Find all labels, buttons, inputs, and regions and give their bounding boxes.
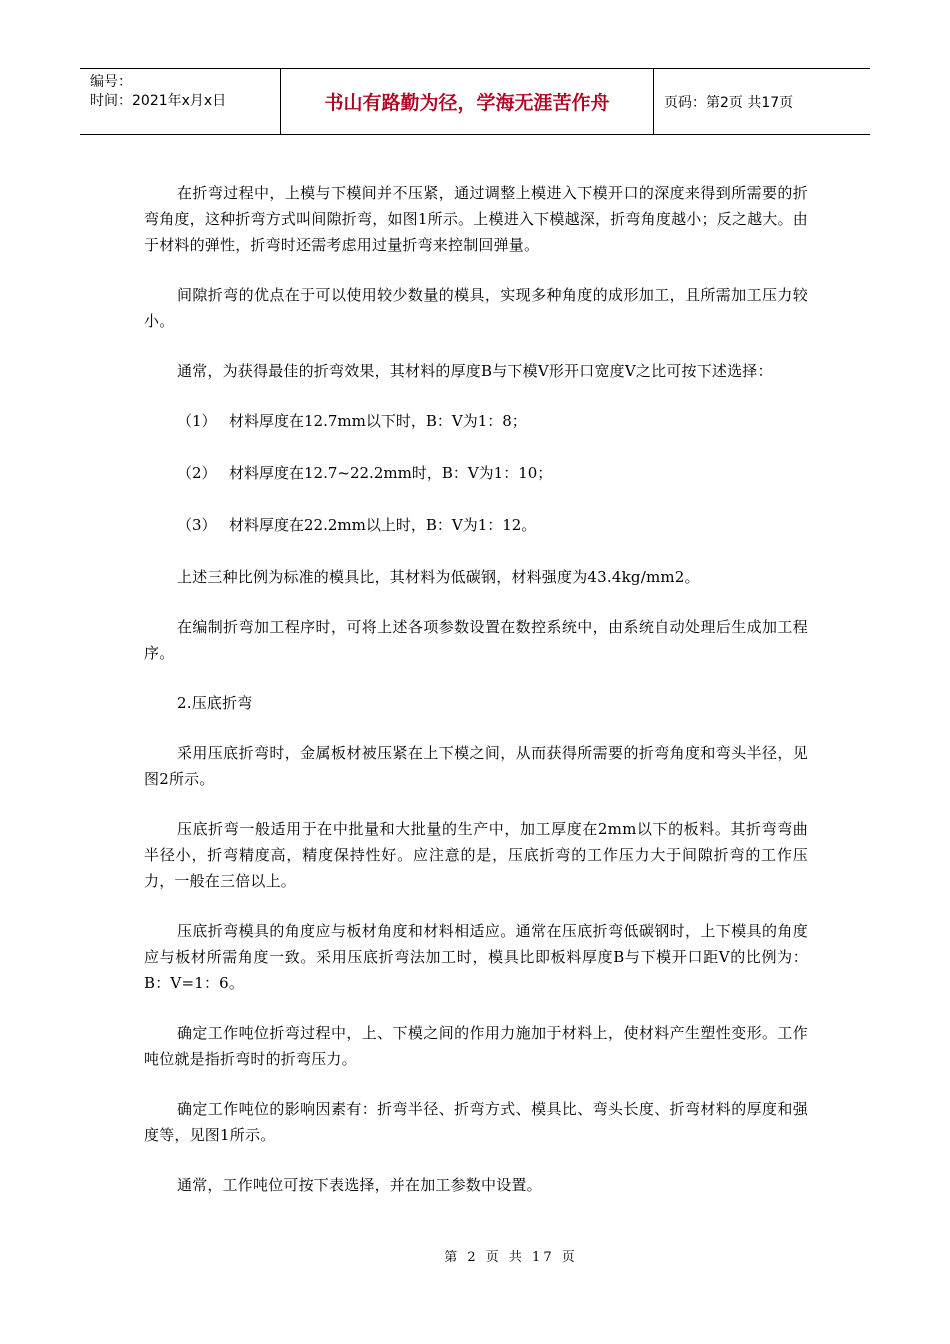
list-item-text: 材料厚度在22.2mm以上时，B：V为1：12。 bbox=[229, 516, 537, 534]
list-item-number: （2） bbox=[177, 464, 217, 482]
paragraph-bottoming-usage: 压底折弯一般适用于在中批量和大批量的生产中，加工厚度在2mm以下的板料。其折弯弯曲半径小，折弯精度高，精度保持性好。应注意的是，压底折弯的工作压力大于间隙折弯的工作压力，一般在三倍以上。 bbox=[144, 820, 808, 890]
paragraph-programming: 在编制折弯加工程序时，可将上述各项参数设置在数控系统中，由系统自动处理后生成加工程序。 bbox=[144, 618, 808, 662]
document-number-label: 编号： bbox=[90, 74, 132, 90]
paragraph-gap-advantages: 间隙折弯的优点在于可以使用较少数量的模具，实现多种角度的成形加工，且所需加工压力较小。 bbox=[144, 286, 808, 330]
paragraph-tonnage-factors: 确定工作吨位的影响因素有：折弯半径、折弯方式、模具比、弯头长度、折弯材料的厚度和强度等，见图1所示。 bbox=[144, 1100, 808, 1144]
paragraph-standard-ratio: 上述三种比例为标准的模具比，其材料为低碳钢，材料强度为43.4kg/mm2。 bbox=[177, 568, 700, 586]
document-date: 时间：2021年x月x日 bbox=[90, 93, 227, 109]
header-left-cell bbox=[80, 69, 281, 134]
list-item-number: （3） bbox=[177, 516, 217, 534]
header-motto: 书山有路勤为径，学海无涯苦作舟 bbox=[281, 69, 654, 134]
paragraph-tonnage-definition: 确定工作吨位折弯过程中，上、下模之间的作用力施加于材料上，使材料产生塑性变形。工作吨位就是指折弯时的折弯压力。 bbox=[144, 1024, 808, 1068]
header-page-info: 页码：第2页 共17页 bbox=[664, 94, 794, 111]
list-item-text: 材料厚度在12.7mm以下时，B：V为1：8； bbox=[229, 412, 527, 430]
paragraph-gap-bending: 在折弯过程中，上模与下模间并不压紧，通过调整上模进入下模开口的深度来得到所需要的折弯角度，这种折弯方式叫间隙折弯，如图1所示。上模进入下模越深，折弯角度越小；反之越大。由于材料的弹性，折弯时还需考虑用过量折弯来控制回弹量。 bbox=[144, 184, 808, 254]
list-item-text: 材料厚度在12.7~22.2mm时，B：V为1：10； bbox=[229, 464, 553, 482]
list-item bbox=[144, 512, 808, 538]
section-heading-bottoming: 2.压底折弯 bbox=[177, 694, 253, 712]
paragraph-bottoming-intro: 采用压底折弯时，金属板材被压紧在上下模之间，从而获得所需要的折弯角度和弯头半径，见图2所示。 bbox=[144, 744, 808, 788]
paragraph-tonnage-selection: 通常，工作吨位可按下表选择，并在加工参数中设置。 bbox=[177, 1176, 542, 1194]
list-item bbox=[144, 408, 808, 434]
paragraph-ratio-intro: 通常，为获得最佳的折弯效果，其材料的厚度B与下模V形开口宽度V之比可按下述选择： bbox=[177, 362, 773, 380]
list-item bbox=[144, 460, 808, 486]
list-item-number: （1） bbox=[177, 412, 217, 430]
page-footer: 第 2 页 共 17 页 bbox=[444, 1250, 578, 1265]
document-body bbox=[144, 180, 808, 1222]
paragraph-bottoming-die-angle: 压底折弯模具的角度应与板材角度和材料相适应。通常在压底折弯低碳钢时，上下模具的角度应与板材所需角度一致。采用压底折弯法加工时，模具比即板料厚度B与下模开口距V的比例为：B：V=1：6。 bbox=[144, 922, 808, 992]
page-header bbox=[80, 68, 870, 135]
